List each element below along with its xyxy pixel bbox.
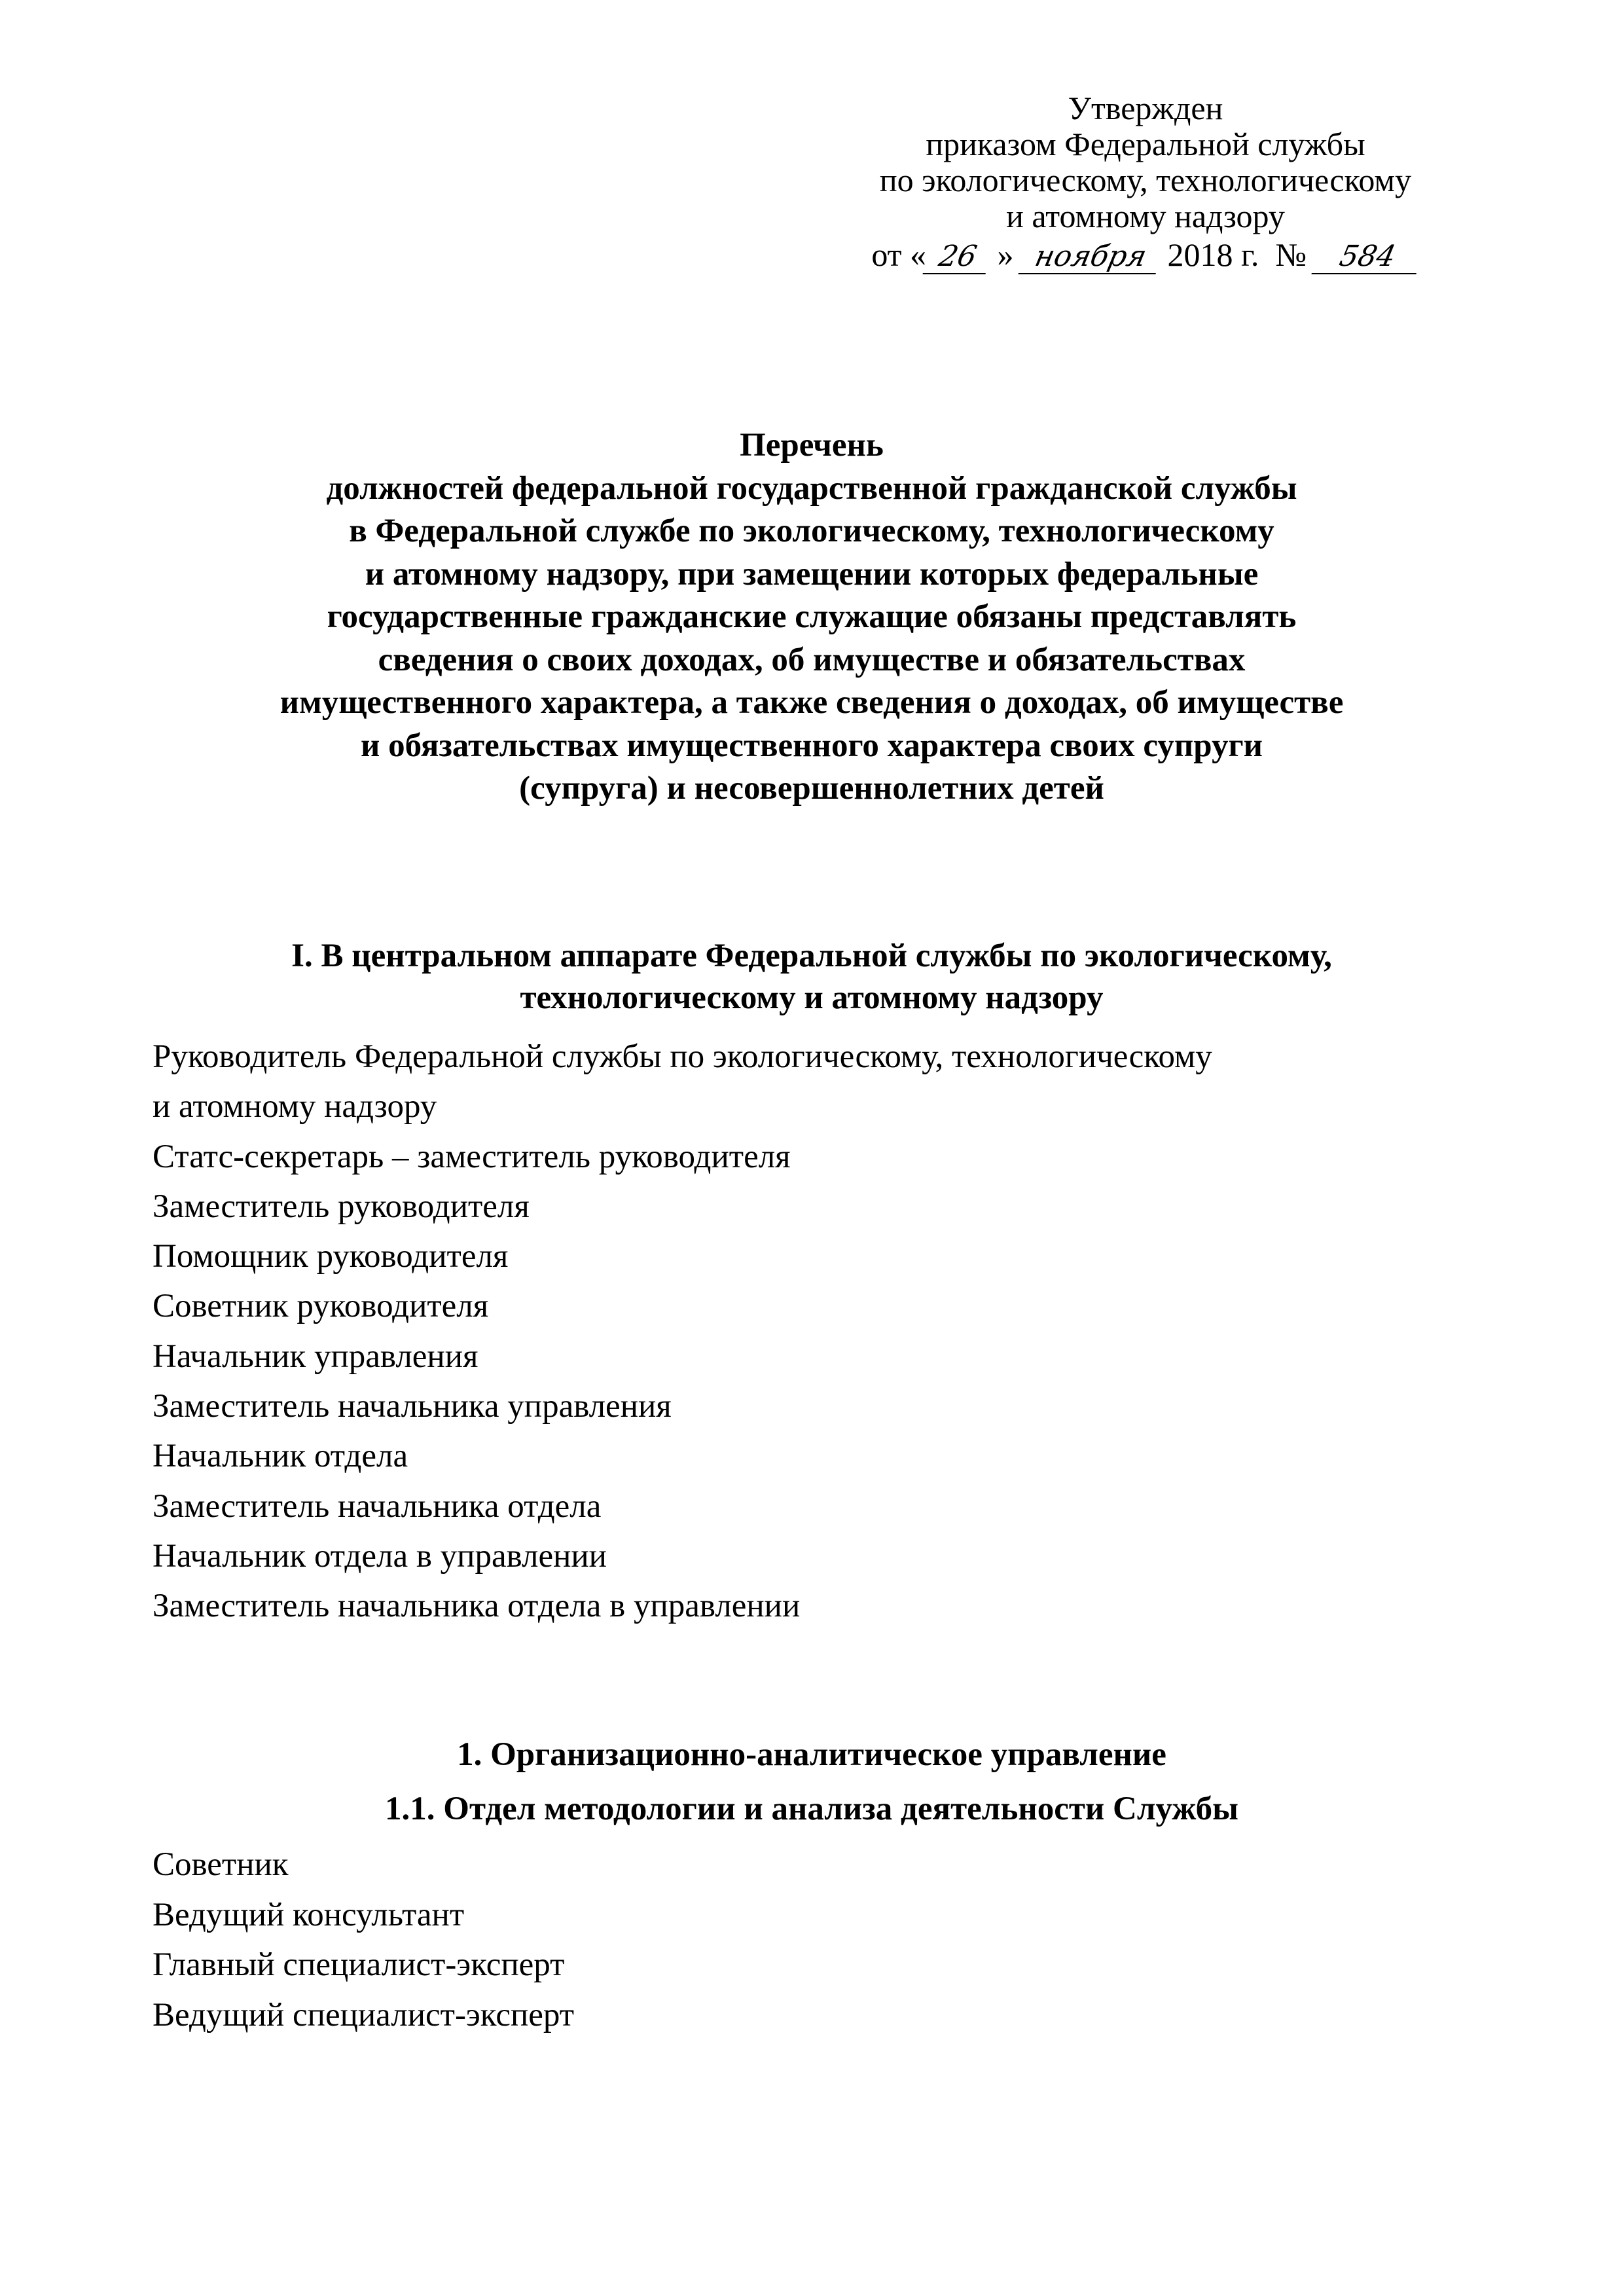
handwritten-number: 584 — [1311, 240, 1423, 274]
positions-list — [153, 1032, 1494, 1631]
title-line: имущественного характера, а также сведения о доходах, об имуществе — [280, 684, 1344, 721]
handwritten-month: ноября — [1019, 240, 1163, 274]
list-item: Главный специалист-эксперт — [153, 1946, 565, 1983]
list-item: Ведущий специалист-эксперт — [153, 1996, 574, 2033]
list-item: Начальник отдела в управлении — [153, 1537, 607, 1575]
date-year: 2018 г. — [1167, 236, 1259, 273]
approval-date-line — [805, 237, 1486, 274]
approval-line: по экологическому, технологическому — [879, 162, 1412, 198]
section-heading — [111, 935, 1512, 1019]
title-line: сведения о своих доходах, об имуществе и обязательствах — [378, 641, 1246, 678]
date-prefix: от « — [871, 236, 927, 273]
approval-block — [805, 90, 1486, 274]
title-line: и атомному надзору, при замещении которых федеральные — [365, 555, 1259, 592]
subsection-heading-1: 1. Организационно-аналитическое управление — [457, 1736, 1166, 1773]
approval-line: приказом Федеральной службы — [926, 126, 1365, 162]
list-item: Руководитель Федеральной службы по экологическому, технологическому — [153, 1038, 1212, 1075]
title-line: Перечень — [740, 427, 884, 464]
document-title — [111, 424, 1512, 811]
list-item: Ведущий консультант — [153, 1896, 465, 1933]
list-item: Начальник управления — [153, 1338, 478, 1375]
subsection-positions-list — [153, 1840, 1494, 2040]
title-line: должностей федеральной государственной гражданской службы — [326, 469, 1297, 507]
list-item: Заместитель руководителя — [153, 1188, 530, 1225]
title-line: в Федеральной службе по экологическому, технологическому — [349, 513, 1274, 549]
title-line: и обязательствах имущественного характера своих супруги — [360, 727, 1263, 764]
approval-line: и атомному надзору — [1006, 198, 1285, 234]
handwritten-day: 26 — [923, 240, 993, 274]
number-prefix: № — [1275, 236, 1307, 273]
list-item: Советник — [153, 1846, 289, 1883]
title-line: (супруга) и несовершеннолетних детей — [519, 770, 1104, 807]
list-item: и атомному надзору — [153, 1088, 437, 1125]
list-item: Заместитель начальника отдела в управлении — [153, 1588, 801, 1625]
list-item: Заместитель начальника управления — [153, 1388, 672, 1425]
list-item: Советник руководителя — [153, 1288, 489, 1325]
subsection-heading-1-1: 1.1. Отдел методологии и анализа деятельности Службы — [385, 1791, 1238, 1827]
list-item: Помощник руководителя — [153, 1238, 509, 1275]
list-item: Начальник отдела — [153, 1438, 408, 1475]
date-mid: » — [997, 236, 1014, 273]
list-item: Заместитель начальника отдела — [153, 1487, 602, 1525]
section-heading-line: I. В центральном аппарате Федеральной службы по экологическому, — [291, 938, 1332, 974]
list-item: Статс-секретарь – заместитель руководителя — [153, 1138, 791, 1175]
section-heading-line: технологическому и атомному надзору — [520, 979, 1104, 1016]
title-line: государственные гражданские служащие обязаны представлять — [327, 598, 1297, 635]
approval-line: Утвержден — [1068, 90, 1223, 126]
